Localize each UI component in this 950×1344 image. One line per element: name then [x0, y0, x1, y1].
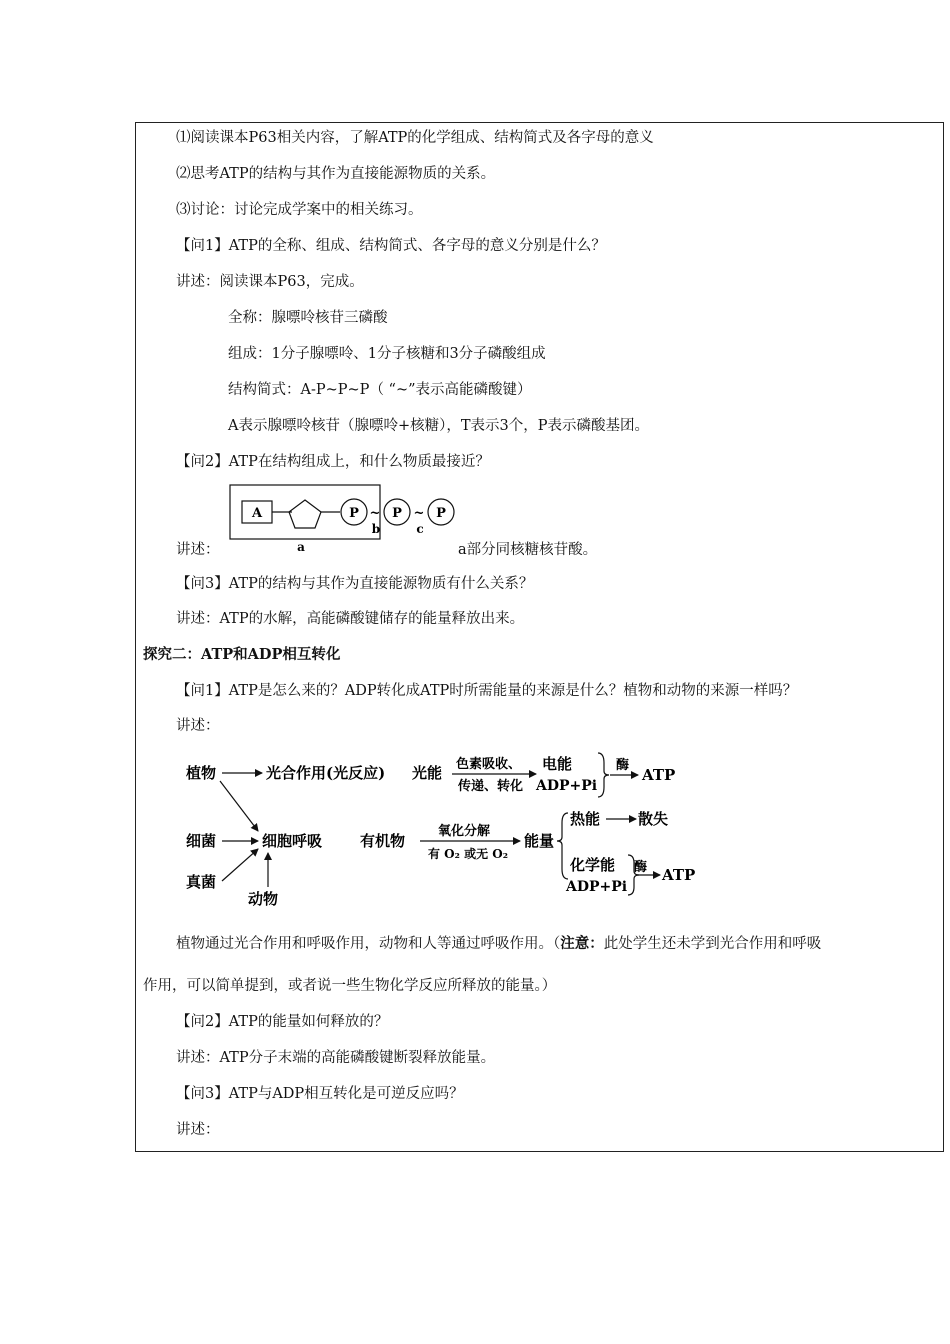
atp-bottom-label: ATP [662, 866, 696, 884]
question-2-2: 【问2】ATP的能量如何释放的？ [176, 1014, 389, 1030]
phosphate-2-label: P [392, 506, 402, 521]
answer-1: 讲述：阅读课本P63，完成。 [176, 274, 364, 290]
electric-energy-label: 电能 [542, 755, 573, 773]
answer-2-3-label: 讲述： [176, 1122, 220, 1138]
atp-structure-diagram [228, 483, 468, 558]
explanation-text-1: 植物通过光合作用和呼吸作用，动物和人等通过呼吸作用。（ [176, 936, 561, 952]
arrow-plant-respiration [220, 781, 258, 831]
step-1: ⑴阅读课本P63相关内容，了解ATP的化学组成、结构简式及各字母的意义 [176, 130, 654, 146]
enzyme-top-label: 酶 [616, 758, 630, 773]
fungi-label: 真菌 [186, 873, 217, 891]
ribose-pentagon [289, 500, 321, 528]
organic-matter-label: 有机物 [360, 832, 406, 850]
step-3: ⑶讨论：讨论完成学案中的相关练习。 [176, 202, 423, 218]
label-b: b [371, 522, 381, 536]
explanation-line-1 [176, 934, 821, 954]
answer-2: a部分同核糖核苷酸。 [458, 542, 598, 558]
energy-source-diagram [170, 745, 730, 915]
note-label: 注意： [560, 935, 604, 952]
chemical-energy-label: 化学能 [570, 856, 616, 874]
question-2-1: 【问1】ATP是怎么来的？ADP转化成ATP时所需能量的来源是什么？植物和动物的来源一样吗？ [176, 683, 798, 699]
arrow-fungi-respiration [222, 849, 258, 881]
atp-formula: 结构简式：A-P~P~P（ “~”表示高能磷酸键） [228, 382, 532, 398]
oxidation-label: 氧化分解 [438, 824, 491, 839]
brace-top [598, 753, 609, 797]
label-a: a [297, 540, 305, 554]
high-energy-bond-b: ~ [369, 506, 381, 521]
atp-letter-meaning: A表示腺嘌呤核苷（腺嘌呤+核糖），T表示3个，P表示磷酸基团。 [228, 418, 650, 434]
answer-2-label: 讲述： [176, 542, 220, 558]
explanation-line-2: 作用，可以简单提到，或者说一些生物化学反应所释放的能量。） [143, 978, 557, 994]
bacteria-label: 细菌 [186, 832, 217, 850]
adp-pi-bottom-label: ADP+Pi [566, 879, 628, 895]
question-3: 【问3】ATP的结构与其作为直接能源物质有什么关系？ [176, 576, 534, 592]
animal-label: 动物 [248, 890, 279, 908]
atp-composition: 组成：1分子腺嘌呤、1分子核糖和3分子磷酸组成 [228, 346, 546, 362]
answer-2-1-label: 讲述： [176, 718, 220, 734]
label-c: c [416, 522, 424, 536]
question-1: 【问1】ATP的全称、组成、结构简式、各字母的意义分别是什么？ [176, 238, 606, 254]
high-energy-bond-c: ~ [413, 506, 425, 521]
light-energy-label: 光能 [412, 764, 443, 782]
question-2-3: 【问3】ATP与ADP相互转化是可逆反应吗？ [176, 1086, 464, 1102]
enzyme-bottom-label: 酶 [634, 860, 648, 875]
step-2: ⑵思考ATP的结构与其作为直接能源物质的关系。 [176, 166, 496, 182]
plant-label: 植物 [186, 764, 217, 782]
pigment-absorb-label: 色素吸收、 [456, 757, 522, 772]
explanation-text-2: 此处学生还未学到光合作用和呼吸 [603, 936, 822, 952]
phosphate-3-label: P [436, 506, 446, 521]
answer-3: 讲述：ATP的水解，高能磷酸键储存的能量释放出来。 [176, 611, 525, 627]
question-2: 【问2】ATP在结构组成上，和什么物质最接近？ [176, 454, 490, 470]
atp-full-name: 全称：腺嘌呤核苷三磷酸 [228, 310, 388, 326]
transfer-convert-label: 传递、转化 [458, 779, 524, 794]
answer-2-2: 讲述：ATP分子末端的高能磷酸键断裂释放能量。 [176, 1050, 496, 1066]
photosynthesis-label: 光合作用(光反应) [266, 764, 386, 782]
section-heading-explore-2: 探究二：ATP和ADP相互转化 [143, 646, 341, 663]
energy-label: 能量 [524, 832, 555, 850]
oxygen-condition-label: 有 O₂ 或无 O₂ [428, 847, 508, 861]
lost-label: 散失 [638, 810, 669, 828]
cell-respiration-label: 细胞呼吸 [262, 832, 323, 850]
phosphate-1-label: P [349, 506, 359, 521]
brace-energy [557, 813, 568, 879]
heat-energy-label: 热能 [570, 810, 601, 828]
adp-pi-top-label: ADP+Pi [536, 778, 598, 794]
adenine-label: A [251, 506, 263, 521]
atp-top-label: ATP [642, 766, 676, 784]
